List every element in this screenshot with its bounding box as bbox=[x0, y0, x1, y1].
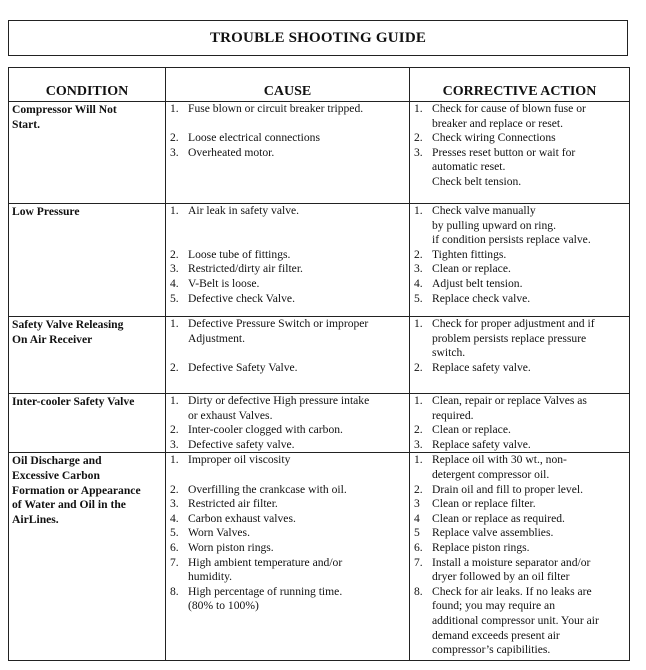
item-text: Replace valve assemblies. bbox=[432, 526, 554, 540]
item-number: 2. bbox=[414, 423, 423, 437]
item-text: Inter-cooler clogged with carbon. bbox=[188, 423, 343, 437]
list-item bbox=[410, 556, 629, 585]
table-row bbox=[9, 453, 630, 661]
list-item bbox=[166, 526, 409, 541]
item-number: 2. bbox=[170, 247, 179, 261]
list-item bbox=[166, 453, 409, 468]
condition-cell bbox=[9, 102, 166, 204]
list-item bbox=[166, 317, 409, 346]
item-number: 1. bbox=[170, 453, 179, 467]
item-text: Clean or replace. bbox=[432, 262, 511, 276]
item-text: Worn piston rings. bbox=[188, 540, 274, 554]
list-item bbox=[410, 512, 629, 527]
cause-cell bbox=[166, 453, 410, 661]
list-item bbox=[410, 361, 629, 376]
item-text: Improper oil viscosity bbox=[188, 453, 291, 467]
list-item bbox=[166, 585, 409, 614]
item-text: Carbon exhaust valves. bbox=[188, 511, 296, 525]
item-number: 7. bbox=[414, 555, 423, 569]
list-item bbox=[410, 248, 629, 263]
table-row bbox=[9, 317, 630, 394]
item-text: Loose electrical connections bbox=[188, 131, 320, 145]
item-number: 1. bbox=[170, 317, 179, 330]
item-text: Replace safety valve. bbox=[432, 437, 531, 451]
item-text: Check for proper adjustment and if problem persists replace pressure switch. bbox=[432, 317, 595, 360]
item-number: 3 bbox=[414, 497, 420, 511]
item-text: Defective Safety Valve. bbox=[188, 360, 298, 374]
item-text: Defective check Valve. bbox=[188, 291, 295, 305]
item-text: Fuse blown or circuit breaker tripped. bbox=[188, 102, 364, 115]
item-text: Clean or replace. bbox=[432, 423, 511, 437]
item-text: Overheated motor. bbox=[188, 145, 275, 159]
list-item bbox=[410, 438, 629, 453]
item-number: 2. bbox=[414, 131, 423, 145]
list-item bbox=[166, 277, 409, 292]
item-number: 5. bbox=[170, 526, 179, 540]
item-number: 4. bbox=[170, 511, 179, 525]
list-item bbox=[410, 317, 629, 361]
trouble-shooting-table bbox=[8, 67, 630, 661]
item-text: Replace oil with 30 wt., non- detergent compressor oil. bbox=[432, 453, 567, 481]
list-item bbox=[166, 483, 409, 498]
list-item bbox=[166, 556, 409, 585]
cause-cell bbox=[166, 394, 410, 453]
item-text: Restricted/dirty air filter. bbox=[188, 262, 303, 276]
item-number: 7. bbox=[170, 555, 179, 569]
item-number: 3. bbox=[414, 145, 423, 159]
condition-text: Compressor Will Not Start. bbox=[12, 103, 117, 131]
condition-cell bbox=[9, 317, 166, 394]
item-number: 2. bbox=[170, 482, 179, 496]
item-text: Install a moisture separator and/or dryer followed by an oil filter bbox=[432, 555, 591, 584]
list-item bbox=[166, 248, 409, 263]
item-number: 3. bbox=[414, 437, 423, 451]
list-item bbox=[410, 394, 629, 423]
item-text: Tighten fittings. bbox=[432, 247, 507, 261]
item-number: 6. bbox=[170, 540, 179, 554]
action-cell bbox=[410, 102, 630, 204]
item-number: 1. bbox=[414, 453, 423, 467]
list-item bbox=[410, 526, 629, 541]
list-item bbox=[166, 394, 409, 423]
item-number: 5. bbox=[170, 291, 179, 305]
item-text: Replace check valve. bbox=[432, 291, 531, 305]
list-item bbox=[166, 541, 409, 556]
item-text: High ambient temperature and/or humidity. bbox=[188, 555, 343, 584]
item-text: V-Belt is loose. bbox=[188, 276, 260, 290]
list-item bbox=[410, 497, 629, 512]
header-condition: CONDITION bbox=[9, 68, 166, 102]
list-item bbox=[166, 204, 409, 219]
header-corrective-action: CORRECTIVE ACTION bbox=[410, 68, 630, 102]
list-item bbox=[410, 585, 629, 658]
item-number: 2. bbox=[170, 131, 179, 145]
action-cell bbox=[410, 317, 630, 394]
condition-cell bbox=[9, 453, 166, 661]
page-title: TROUBLE SHOOTING GUIDE bbox=[8, 20, 628, 56]
item-number: 3. bbox=[414, 262, 423, 276]
item-number: 1. bbox=[414, 317, 423, 330]
list-item bbox=[166, 146, 409, 161]
item-text: Adjust belt tension. bbox=[432, 276, 523, 290]
item-text: Check valve manually by pulling upward on ring. if condition persists replace valve. bbox=[432, 204, 591, 247]
header-cause: CAUSE bbox=[166, 68, 410, 102]
table-row bbox=[9, 394, 630, 453]
list-item bbox=[166, 102, 409, 117]
item-text: Clean, repair or replace Valves as required. bbox=[432, 394, 587, 422]
item-number: 3. bbox=[170, 145, 179, 159]
list-item bbox=[410, 262, 629, 277]
list-item bbox=[410, 204, 629, 248]
item-text: Defective safety valve. bbox=[188, 437, 295, 451]
item-number: 3. bbox=[170, 497, 179, 511]
item-number: 1. bbox=[414, 394, 423, 407]
item-text: Check for air leaks. If no leaks are found; you may require an additional compressor unit. Your air demand exceeds present air compressor’s capibilities. bbox=[432, 584, 599, 657]
list-item bbox=[410, 453, 629, 482]
action-cell bbox=[410, 204, 630, 317]
list-item bbox=[166, 262, 409, 277]
action-cell bbox=[410, 394, 630, 453]
item-number: 2. bbox=[414, 482, 423, 496]
cause-cell bbox=[166, 102, 410, 204]
list-item bbox=[410, 131, 629, 146]
item-text: High percentage of running time. (80% to 100%) bbox=[188, 584, 343, 613]
item-text: Clean or replace as required. bbox=[432, 511, 565, 525]
cause-cell bbox=[166, 204, 410, 317]
list-item bbox=[410, 102, 629, 131]
item-number: 3. bbox=[170, 262, 179, 276]
item-number: 2. bbox=[170, 360, 179, 374]
item-number: 1. bbox=[170, 204, 179, 217]
list-item bbox=[410, 292, 629, 307]
item-text: Restricted air filter. bbox=[188, 497, 278, 511]
item-number: 2. bbox=[170, 423, 179, 437]
list-item bbox=[410, 277, 629, 292]
list-item bbox=[166, 497, 409, 512]
cause-cell bbox=[166, 317, 410, 394]
condition-text: Oil Discharge and Excessive Carbon Formation or Appearance of Water and Oil in the AirLines. bbox=[12, 454, 141, 526]
item-number: 5. bbox=[414, 291, 423, 305]
item-text: Air leak in safety valve. bbox=[188, 204, 300, 217]
item-text: Loose tube of fittings. bbox=[188, 247, 291, 261]
list-item bbox=[166, 423, 409, 438]
item-number: 4. bbox=[170, 276, 179, 290]
condition-text: Inter-cooler Safety Valve bbox=[12, 395, 135, 408]
item-number: 8. bbox=[414, 584, 423, 598]
condition-text: Safety Valve Releasing On Air Receiver bbox=[12, 318, 124, 346]
item-text: Presses reset button or wait for automatic reset. Check belt tension. bbox=[432, 145, 576, 188]
item-number: 1. bbox=[170, 394, 179, 407]
list-item bbox=[166, 131, 409, 146]
item-number: 1. bbox=[170, 102, 179, 115]
item-number: 1. bbox=[414, 102, 423, 115]
item-number: 4. bbox=[414, 276, 423, 290]
list-item bbox=[410, 423, 629, 438]
list-item bbox=[410, 541, 629, 556]
item-text: Dirty or defective High pressure intake or exhaust Valves. bbox=[188, 394, 370, 422]
list-item bbox=[166, 512, 409, 527]
item-text: Overfilling the crankcase with oil. bbox=[188, 482, 347, 496]
condition-text: Low Pressure bbox=[12, 205, 80, 218]
item-number: 5 bbox=[414, 526, 420, 540]
item-text: Check wiring Connections bbox=[432, 131, 556, 145]
item-number: 2. bbox=[414, 360, 423, 374]
item-number: 3. bbox=[170, 437, 179, 451]
list-item bbox=[166, 361, 409, 376]
item-number: 1. bbox=[414, 204, 423, 217]
condition-cell bbox=[9, 204, 166, 317]
item-text: Defective Pressure Switch or improper Adjustment. bbox=[188, 317, 369, 345]
list-item bbox=[166, 438, 409, 453]
action-cell bbox=[410, 453, 630, 661]
item-text: Replace piston rings. bbox=[432, 540, 530, 554]
table-row bbox=[9, 204, 630, 317]
item-text: Drain oil and fill to proper level. bbox=[432, 482, 583, 496]
table-row bbox=[9, 102, 630, 204]
table-header-row bbox=[9, 68, 630, 102]
item-number: 8. bbox=[170, 584, 179, 598]
item-number: 2. bbox=[414, 247, 423, 261]
item-number: 6. bbox=[414, 540, 423, 554]
item-text: Check for cause of blown fuse or breaker and replace or reset. bbox=[432, 102, 586, 130]
list-item bbox=[166, 292, 409, 307]
condition-cell bbox=[9, 394, 166, 453]
item-text: Clean or replace filter. bbox=[432, 497, 536, 511]
list-item bbox=[410, 146, 629, 190]
list-item bbox=[410, 483, 629, 498]
item-text: Worn Valves. bbox=[188, 526, 250, 540]
item-text: Replace safety valve. bbox=[432, 360, 531, 374]
item-number: 4 bbox=[414, 511, 420, 525]
